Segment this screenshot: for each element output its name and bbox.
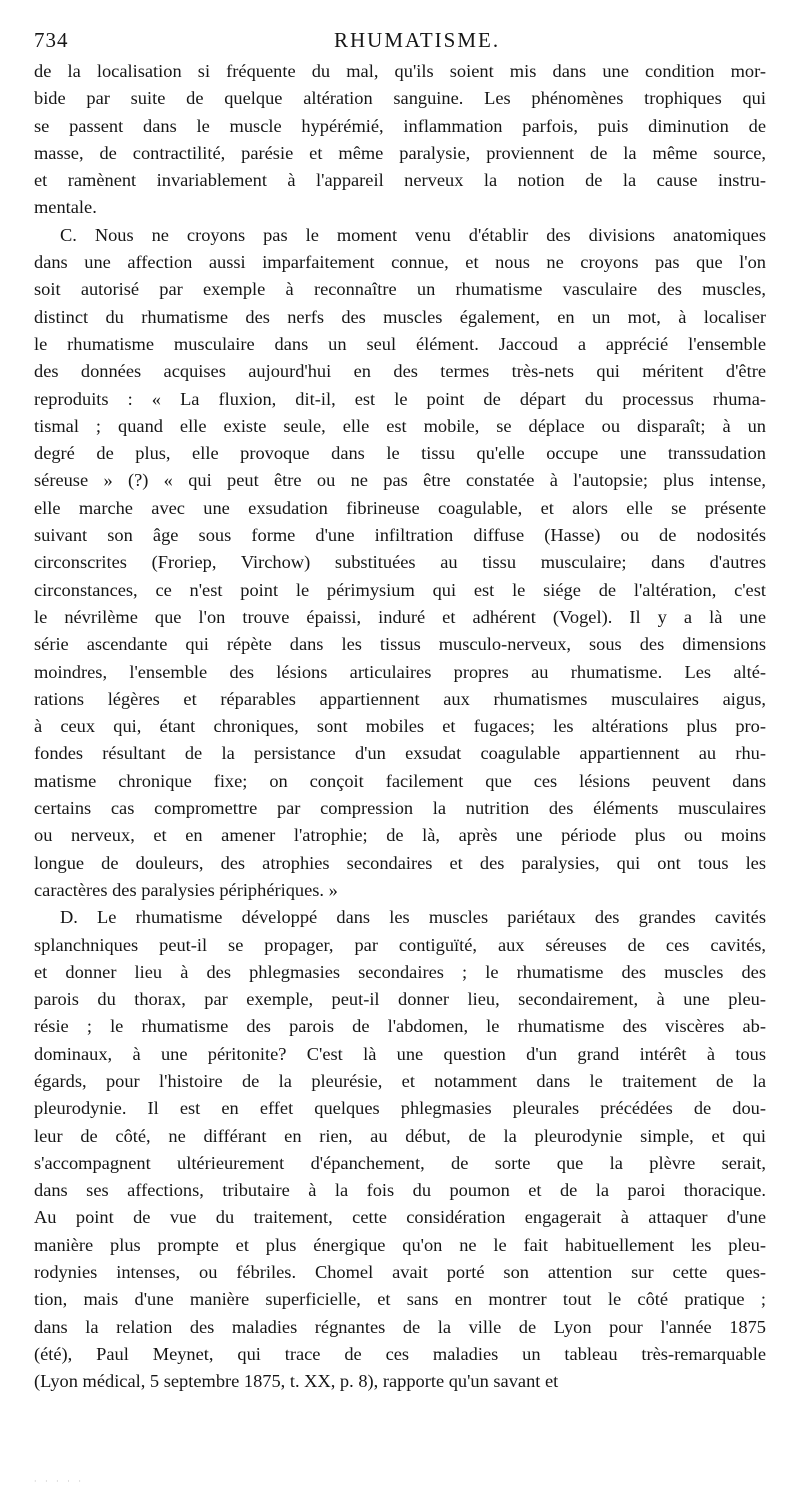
text-line: (Lyon médical, 5 septembre 1875, t. XX, p. 8), rapporte qu'un savant et [34, 1371, 559, 1392]
text-line: dans la relation des maladies régnantes de la ville de Lyon pour l'année 1875 [34, 1316, 766, 1337]
text-line: rations légères et réparables appartiennent aux rhumatismes musculaires aigus, [34, 688, 766, 709]
text-line: et donner lieu à des phlegmasies secondaires ; le rhumatisme des muscles des [34, 961, 766, 982]
text-line: égards, pour l'histoire de la pleurésie, et notamment dans le traitement de la [34, 1070, 766, 1091]
document-page [34, 24, 766, 1396]
text-line: reproduits : « La fluxion, dit-il, est le point de départ du processus rhuma- [34, 388, 766, 409]
text-line: se passent dans le muscle hypérémié, inflammation parfois, puis diminution de [34, 115, 766, 136]
text-line: parois du thorax, par exemple, peut-il donner lieu, secondairement, à une pleu- [34, 989, 766, 1010]
text-line: rodynies intenses, ou fébriles. Chomel avait porté son attention sur cette ques- [34, 1262, 766, 1283]
text-line: longue de douleurs, des atrophies secondaires et des paralysies, qui ont tous les [34, 852, 766, 873]
paragraph [34, 904, 766, 1395]
text-line: série ascendante qui répète dans les tissus musculo-nerveux, sous des dimensions [34, 634, 766, 655]
text-line: leur de côté, ne différant en rien, au début, de la pleurodynie simple, et qui [34, 1125, 766, 1146]
page-header [34, 24, 766, 58]
text-line: distinct du rhumatisme des nerfs des muscles également, en un mot, à localiser [34, 306, 766, 327]
paragraph [34, 58, 766, 222]
text-line: résie ; le rhumatisme des parois de l'abdomen, le rhumatisme des viscères ab- [34, 1016, 766, 1037]
text-line: bide par suite de quelque altération sanguine. Les phénomènes trophiques qui [34, 88, 766, 109]
text-line: ou nerveux, et en amener l'atrophie; de là, après une période plus ou moins [34, 825, 766, 846]
text-line: matisme chronique fixe; on conçoit facilement que ces lésions peuvent dans [34, 770, 766, 791]
text-line: tion, mais d'une manière superficielle, et sans en montrer tout le côté pratique ; [34, 1289, 766, 1310]
text-line: masse, de contractilité, parésie et même paralysie, proviennent de la même source, [34, 142, 766, 163]
text-line: Au point de vue du traitement, cette considération engagerait à attaquer d'une [34, 1207, 766, 1228]
text-line: pleurodynie. Il est en effet quelques phlegmasies pleurales précédées de dou- [34, 1098, 766, 1119]
text-line: (été), Paul Meynet, qui trace de ces maladies un tableau très-remarquable [34, 1343, 766, 1364]
text-line: degré de plus, elle provoque dans le tissu qu'elle occupe une transsudation [34, 443, 766, 464]
text-line: mentale. [34, 197, 97, 218]
scan-specks: · · · · · [34, 1477, 84, 1486]
text-line: circonstances, ce n'est point le périmysium qui est le siége de l'altération, c'est [34, 579, 766, 600]
text-line: le rhumatisme musculaire dans un seul élément. Jaccoud a apprécié l'ensemble [34, 333, 766, 354]
text-line: certains cas compromettre par compression la nutrition des éléments musculaires [34, 798, 766, 819]
text-line: le névrilème que l'on trouve épaissi, induré et adhérent (Vogel). Il y a là une [34, 606, 766, 627]
text-line: à ceux qui, étant chroniques, sont mobiles et fugaces; les altérations plus pro- [34, 716, 766, 737]
text-line: elle marche avec une exsudation fibrineuse coagulable, et alors elle se présente [34, 497, 766, 518]
page-number: 734 [34, 28, 69, 52]
text-line: et ramènent invariablement à l'appareil nerveux la notion de la cause instru- [34, 170, 766, 191]
text-line: moindres, l'ensemble des lésions articulaires propres au rhumatisme. Les alté- [34, 661, 766, 682]
text-line: caractères des paralysies périphériques. » [34, 879, 338, 900]
text-line: suivant son âge sous forme d'une infiltration diffuse (Hasse) ou de nodosités [34, 525, 766, 546]
running-title: RHUMATISME. [334, 28, 501, 52]
paragraph [34, 222, 766, 904]
text-line: C. Nous ne croyons pas le moment venu d'établir des divisions anatomiques [60, 224, 766, 245]
text-line: dominaux, à une péritonite? C'est là une question d'un grand intérêt à tous [34, 1043, 766, 1064]
text-line: circonscrites (Froriep, Virchow) substituées au tissu musculaire; dans d'autres [34, 552, 766, 573]
text-line: manière plus prompte et plus énergique qu'on ne le fait habituellement les pleu- [34, 1234, 766, 1255]
text-line: tismal ; quand elle existe seule, elle est mobile, se déplace ou disparaît; à un [34, 415, 766, 436]
text-line: soit autorisé par exemple à reconnaître un rhumatisme vasculaire des muscles, [34, 279, 766, 300]
text-line: fondes résultant de la persistance d'un exsudat coagulable appartiennent au rhu- [34, 743, 766, 764]
text-line: dans ses affections, tributaire à la fois du poumon et de la paroi thoracique. [34, 1180, 766, 1201]
text-line: de la localisation si fréquente du mal, qu'ils soient mis dans une condition mor- [34, 61, 766, 81]
text-line: splanchniques peut-il se propager, par contiguïté, aux séreuses de ces cavités, [34, 934, 766, 955]
text-line: dans une affection aussi imparfaitement connue, et nous ne croyons pas que l'on [34, 252, 766, 273]
body-text [34, 58, 766, 1396]
text-line: des données acquises aujourd'hui en des termes très-nets qui méritent d'être [34, 361, 766, 382]
text-line: D. Le rhumatisme développé dans les muscles pariétaux des grandes cavités [60, 907, 766, 928]
text-line: séreuse » (?) « qui peut être ou ne pas être constatée à l'autopsie; plus intense, [34, 470, 766, 491]
text-line: s'accompagnent ultérieurement d'épanchement, de sorte que la plèvre serait, [34, 1152, 766, 1173]
